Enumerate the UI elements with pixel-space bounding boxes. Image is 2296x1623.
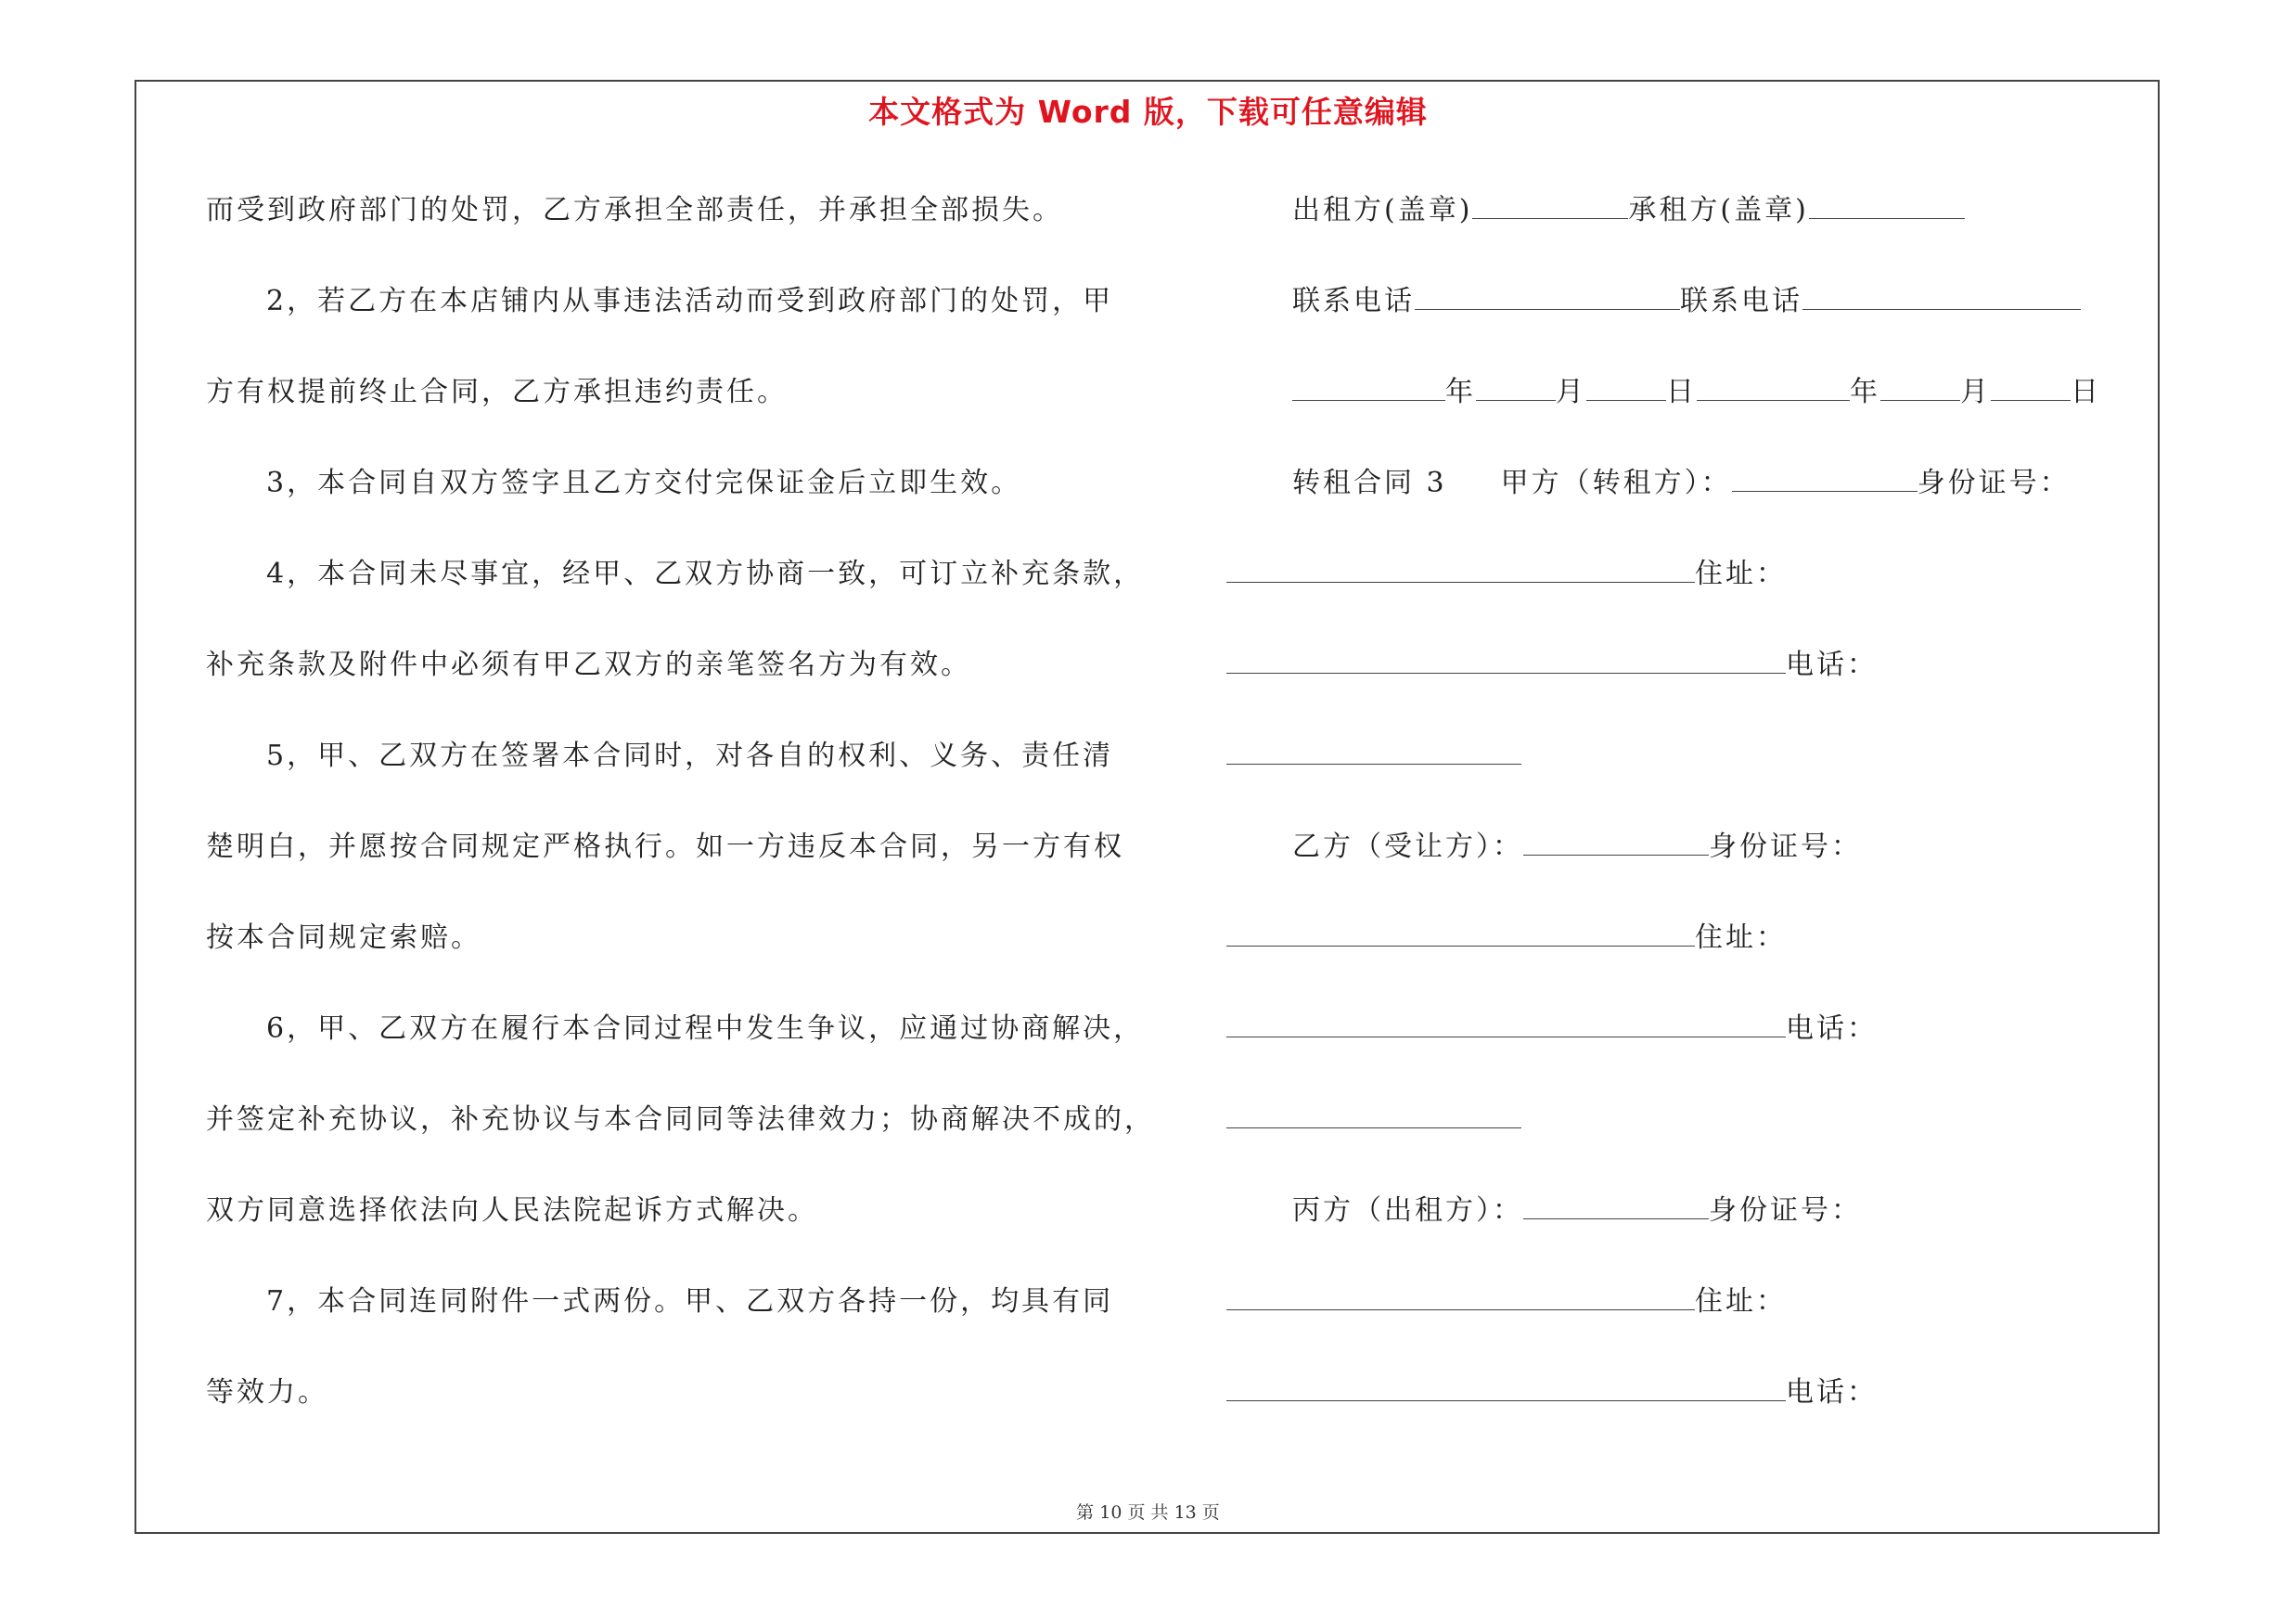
left-line-4: 3，本合同自双方签字且乙方交付完保证金后立即生效。 [266, 467, 1022, 499]
left-line-14: 等效力。 [206, 1376, 328, 1409]
left-line-5: 4，本合同未尽事宜，经甲、乙双方协商一致，可订立补充条款， [266, 558, 1145, 590]
party-c-label: 丙方（出租方）： [1292, 1194, 1523, 1227]
party-a-phone-line [1226, 647, 1878, 684]
party-c-address-line [1226, 1283, 1787, 1320]
party-a-address-line [1226, 556, 1787, 593]
left-line-10: 6，甲、乙双方在履行本合同过程中发生争议，应通过协商解决， [266, 1012, 1145, 1045]
month-label-1: 月 [1556, 376, 1586, 408]
banner-title: 本文格式为 Word 版，下载可任意编辑 [868, 94, 1428, 130]
left-line-1: 而受到政府部门的处罚，乙方承担全部责任，并承担全部损失。 [206, 194, 1063, 226]
party-b-address-blank [1226, 1011, 1786, 1037]
page-footer [0, 1499, 2296, 1524]
month-blank-2 [1880, 374, 1960, 401]
party-b-line [1292, 829, 1862, 866]
footer-total-pages: 13 [1174, 1502, 1197, 1523]
month-blank-1 [1476, 374, 1556, 401]
party-b-phone-blank-line [1226, 1101, 1521, 1139]
year-label-2: 年 [1850, 376, 1880, 408]
footer-middle: 页 共 [1127, 1502, 1169, 1523]
party-b-id-blank [1226, 920, 1695, 947]
footer-page-number: 10 [1099, 1502, 1122, 1523]
left-line-12: 双方同意选择依法向人民法院起诉方式解决。 [206, 1194, 818, 1227]
party-a-label: 甲方（转租方）： [1500, 467, 1732, 499]
party-a-phone-blank-line [1226, 738, 1521, 775]
date-line [1292, 374, 2101, 411]
left-line-13: 7，本合同连同附件一式两份。甲、乙双方各持一份，均具有同 [266, 1285, 1114, 1318]
seal-line [1292, 192, 1965, 229]
left-line-2: 2，若乙方在本店铺内从事违法活动而受到政府部门的处罚，甲 [266, 285, 1114, 317]
day-label-1: 日 [1666, 376, 1697, 408]
party-a-line [1292, 465, 2071, 502]
left-line-6: 补充条款及附件中必须有甲乙双方的亲笔签名方为有效。 [206, 649, 971, 681]
party-c-phone-label: 电话： [1786, 1376, 1878, 1409]
left-line-8: 楚明白，并愿按合同规定严格执行。如一方违反本合同，另一方有权 [206, 831, 1124, 863]
party-b-blank [1523, 829, 1709, 856]
lessee-phone-label: 联系电话 [1680, 285, 1802, 317]
party-a-blank [1732, 465, 1918, 492]
party-a-address-label: 住址： [1695, 558, 1787, 590]
lessor-seal-blank [1472, 192, 1628, 219]
footer-suffix: 页 [1201, 1502, 1220, 1523]
lessee-seal-blank [1809, 192, 1965, 219]
year-blank-2 [1697, 374, 1850, 401]
party-c-phone-line [1226, 1374, 1878, 1411]
sublease-title: 转租合同 3 [1292, 467, 1447, 499]
day-label-2: 日 [2071, 376, 2101, 408]
party-c-blank [1523, 1192, 1709, 1219]
party-c-address-blank [1226, 1374, 1786, 1401]
party-b-phone-blank [1226, 1101, 1521, 1128]
party-a-id-label: 身份证号： [1917, 467, 2071, 499]
party-c-id-blank [1226, 1283, 1695, 1310]
party-b-phone-line [1226, 1011, 1878, 1048]
left-line-9: 按本合同规定索赔。 [206, 921, 481, 954]
party-a-phone-blank [1226, 738, 1521, 765]
lessor-seal-label: 出租方(盖章) [1292, 194, 1473, 226]
year-blank-1 [1292, 374, 1445, 401]
party-a-address-blank [1226, 647, 1786, 674]
party-b-address-line [1226, 920, 1787, 957]
day-blank-2 [1991, 374, 2071, 401]
party-a-id-blank [1226, 556, 1695, 583]
year-label-1: 年 [1445, 376, 1476, 408]
party-c-id-label: 身份证号： [1709, 1194, 1862, 1227]
lessee-seal-label: 承租方(盖章) [1628, 194, 1809, 226]
party-b-id-label: 身份证号： [1709, 831, 1862, 863]
day-blank-1 [1586, 374, 1666, 401]
party-a-phone-label: 电话： [1786, 649, 1878, 681]
lessor-phone-blank [1415, 283, 1680, 310]
left-line-11: 并签定补充协议，补充协议与本合同同等法律效力；协商解决不成的， [206, 1103, 1155, 1136]
party-b-label: 乙方（受让方）： [1292, 831, 1523, 863]
footer-prefix: 第 [1076, 1502, 1095, 1523]
month-label-2: 月 [1960, 376, 1991, 408]
party-c-address-label: 住址： [1695, 1285, 1787, 1318]
contact-phone-line [1292, 283, 2081, 320]
party-c-line [1292, 1192, 1862, 1230]
lessor-phone-label: 联系电话 [1292, 285, 1415, 317]
left-line-3: 方有权提前终止合同，乙方承担违约责任。 [206, 376, 788, 408]
party-b-address-label: 住址： [1695, 921, 1787, 954]
party-b-phone-label: 电话： [1786, 1012, 1878, 1045]
left-line-7: 5，甲、乙双方在签署本合同时，对各自的权利、义务、责任清 [266, 740, 1114, 772]
lessee-phone-blank [1802, 283, 2081, 310]
